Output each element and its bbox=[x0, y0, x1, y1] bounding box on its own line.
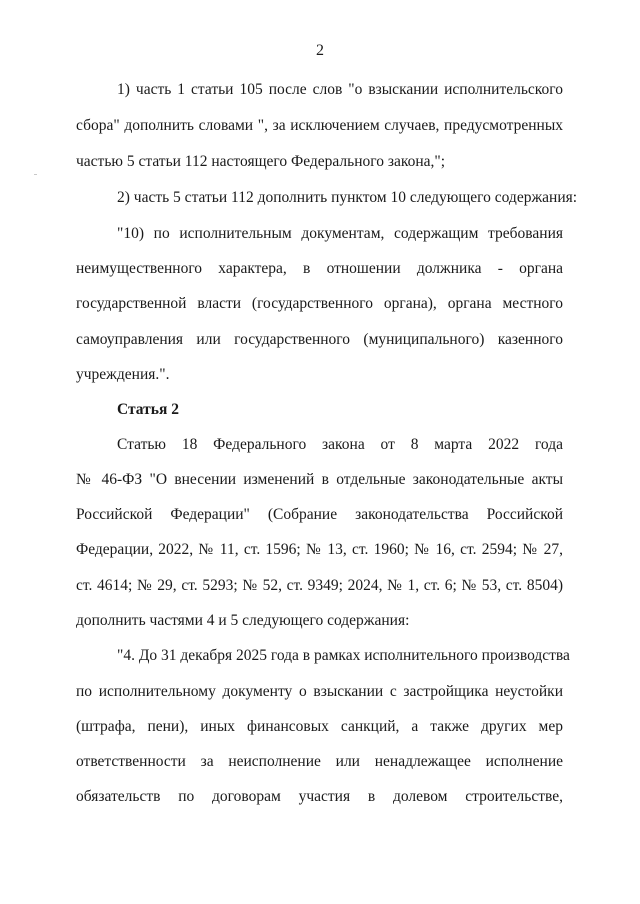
margin-mark bbox=[34, 174, 37, 175]
text-line: сбора" дополнить словами ", за исключением случаев, предусмотренных bbox=[76, 117, 563, 134]
text-line: государственной власти (государственного органа), органа местного bbox=[76, 295, 563, 312]
text-line: неимущественного характера, в отношении должника - органа bbox=[76, 260, 563, 277]
text-line: 2) часть 5 статьи 112 дополнить пунктом 10 следующего содержания: bbox=[117, 189, 578, 206]
article-heading: Статья 2 bbox=[117, 401, 179, 418]
text-line: Российской Федерации" (Собрание законодательства Российской bbox=[76, 506, 563, 523]
text-line: ст. 4614; № 29, ст. 5293; № 52, ст. 9349; 2024, № 1, ст. 6; № 53, ст. 8504) bbox=[76, 577, 563, 594]
text-line: Статью 18 Федерального закона от 8 марта 2022 года bbox=[117, 436, 563, 453]
text-line: "4. До 31 декабря 2025 года в рамках исполнительного производства bbox=[117, 647, 570, 664]
text-line: по исполнительному документу о взыскании с застройщика неустойки bbox=[76, 683, 563, 700]
text-line: № 46-ФЗ "О внесении изменений в отдельные законодательные акты bbox=[76, 471, 563, 488]
text-line: "10) по исполнительным документам, содержащим требования bbox=[117, 225, 563, 242]
text-line: самоуправления или государственного (муниципального) казенного bbox=[76, 331, 563, 348]
text-line: 1) часть 1 статьи 105 после слов "о взыскании исполнительского bbox=[117, 81, 563, 98]
text-line: (штрафа, пени), иных финансовых санкций, а также других мер bbox=[76, 718, 563, 735]
text-line: ответственности за неисполнение или ненадлежащее исполнение bbox=[76, 753, 563, 770]
text-line: обязательств по договорам участия в долевом строительстве, bbox=[76, 788, 563, 805]
text-line: частью 5 статьи 112 настоящего Федерального закона,"; bbox=[76, 153, 446, 170]
text-line: Федерации, 2022, № 11, ст. 1596; № 13, ст. 1960; № 16, ст. 2594; № 27, bbox=[76, 541, 563, 558]
text-line: учреждения.". bbox=[76, 366, 170, 383]
text-line: дополнить частями 4 и 5 следующего содержания: bbox=[76, 612, 410, 629]
page-number: 2 bbox=[316, 42, 324, 59]
